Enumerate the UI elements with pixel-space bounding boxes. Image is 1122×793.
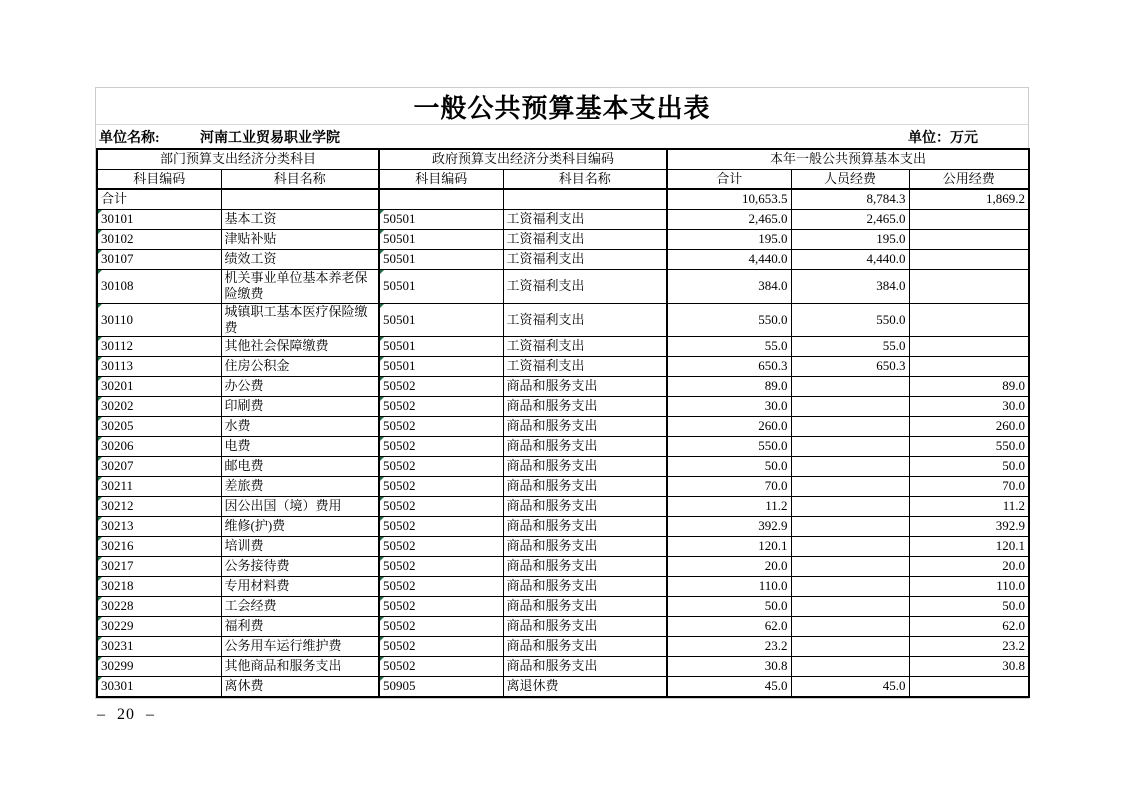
gov-subject-name-cell: 商品和服务支出: [503, 497, 667, 517]
dept-subject-name-cell: 其他商品和服务支出: [221, 657, 379, 677]
text-format-indicator-triangle-icon: [98, 537, 102, 541]
table-row: [97, 557, 1029, 577]
total-cell: 30.8: [667, 657, 791, 677]
public-expense-cell: 120.1: [909, 537, 1029, 557]
gov-subject-name-cell: 商品和服务支出: [503, 377, 667, 397]
gov-subject-code-cell: 50502: [379, 637, 503, 657]
gov-subject-name-cell: 工资福利支出: [503, 269, 667, 303]
total-cell: 89.0: [667, 377, 791, 397]
gov-subject-name-cell: 商品和服务支出: [503, 437, 667, 457]
dept-subject-name-cell: 培训费: [221, 537, 379, 557]
group-header-row: [97, 149, 1029, 169]
text-format-indicator-triangle-icon: [380, 377, 384, 381]
table-row: [97, 417, 1029, 437]
dept-subject-code-cell: 30216: [97, 537, 221, 557]
gov-subject-code-cell: [379, 189, 503, 209]
text-format-indicator-triangle-icon: [98, 637, 102, 641]
total-cell: 62.0: [667, 617, 791, 637]
dept-subject-code-cell: 30301: [97, 677, 221, 697]
gov-subject-code-cell: 50502: [379, 437, 503, 457]
gov-subject-code-cell: 50502: [379, 617, 503, 637]
total-cell: 550.0: [667, 303, 791, 337]
text-format-indicator-triangle-icon: [380, 477, 384, 481]
budget-sheet: [95, 87, 1029, 699]
total-cell: 550.0: [667, 437, 791, 457]
group-header-current-year: 本年一般公共预算基本支出: [667, 149, 1029, 169]
gov-subject-name-cell: 工资福利支出: [503, 337, 667, 357]
text-format-indicator-triangle-icon: [380, 577, 384, 581]
dept-subject-code-cell: 30211: [97, 477, 221, 497]
public-expense-cell: 550.0: [909, 437, 1029, 457]
personnel-expense-cell: 4,440.0: [791, 249, 909, 269]
col-header-dept-name: 科目名称: [221, 169, 379, 189]
col-header-total: 合计: [667, 169, 791, 189]
text-format-indicator-triangle-icon: [380, 557, 384, 561]
total-cell: 50.0: [667, 457, 791, 477]
public-expense-cell: [909, 269, 1029, 303]
unit-info-row: [96, 125, 1028, 148]
dept-subject-code-cell: 30231: [97, 637, 221, 657]
table-row: [97, 209, 1029, 229]
table-row: [97, 437, 1029, 457]
col-header-gov-name: 科目名称: [503, 169, 667, 189]
dept-subject-name-cell: 福利费: [221, 617, 379, 637]
text-format-indicator-triangle-icon: [380, 230, 384, 234]
text-format-indicator-triangle-icon: [380, 617, 384, 621]
text-format-indicator-triangle-icon: [380, 357, 384, 361]
sub-header-row: [97, 169, 1029, 189]
group-header-department: 部门预算支出经济分类科目: [97, 149, 379, 169]
total-cell: 55.0: [667, 337, 791, 357]
dept-subject-name-cell: 其他社会保障缴费: [221, 337, 379, 357]
gov-subject-name-cell: 商品和服务支出: [503, 557, 667, 577]
dept-subject-code-cell: 30202: [97, 397, 221, 417]
gov-subject-code-cell: 50501: [379, 357, 503, 377]
text-format-indicator-triangle-icon: [98, 557, 102, 561]
public-expense-cell: [909, 229, 1029, 249]
gov-subject-code-cell: 50502: [379, 497, 503, 517]
dept-subject-code-cell: 30205: [97, 417, 221, 437]
unit-name-value: 河南工业贸易职业学院: [200, 130, 340, 146]
text-format-indicator-triangle-icon: [380, 497, 384, 501]
dept-subject-name-cell: 公务用车运行维护费: [221, 637, 379, 657]
dept-subject-name-cell: 离休费: [221, 677, 379, 697]
personnel-expense-cell: [791, 497, 909, 517]
dept-subject-code-cell: 30102: [97, 229, 221, 249]
table-row: [97, 597, 1029, 617]
text-format-indicator-triangle-icon: [380, 304, 384, 308]
public-expense-cell: 20.0: [909, 557, 1029, 577]
gov-subject-code-cell: 50502: [379, 537, 503, 557]
gov-subject-code-cell: 50502: [379, 377, 503, 397]
dept-subject-name-cell: 印刷费: [221, 397, 379, 417]
public-expense-cell: 110.0: [909, 577, 1029, 597]
dept-subject-name-cell: 差旅费: [221, 477, 379, 497]
dept-subject-code-cell: 30110: [97, 303, 221, 337]
public-expense-cell: 30.8: [909, 657, 1029, 677]
dept-subject-code-cell: 30101: [97, 209, 221, 229]
text-format-indicator-triangle-icon: [380, 337, 384, 341]
public-expense-cell: 70.0: [909, 477, 1029, 497]
text-format-indicator-triangle-icon: [380, 677, 384, 681]
total-cell: 70.0: [667, 477, 791, 497]
public-expense-cell: [909, 303, 1029, 337]
public-expense-cell: [909, 337, 1029, 357]
gov-subject-name-cell: 商品和服务支出: [503, 577, 667, 597]
gov-subject-code-cell: 50502: [379, 597, 503, 617]
unit-name-label: 单位名称:: [99, 130, 160, 146]
personnel-expense-cell: [791, 437, 909, 457]
col-header-dept-code: 科目编码: [97, 169, 221, 189]
text-format-indicator-triangle-icon: [380, 210, 384, 214]
text-format-indicator-triangle-icon: [380, 250, 384, 254]
personnel-expense-cell: [791, 537, 909, 557]
gov-subject-name-cell: 商品和服务支出: [503, 417, 667, 437]
table-row: [97, 377, 1029, 397]
gov-subject-name-cell: 商品和服务支出: [503, 457, 667, 477]
gov-subject-name-cell: 工资福利支出: [503, 229, 667, 249]
text-format-indicator-triangle-icon: [98, 377, 102, 381]
text-format-indicator-triangle-icon: [98, 230, 102, 234]
gov-subject-name-cell: 工资福利支出: [503, 249, 667, 269]
personnel-expense-cell: [791, 477, 909, 497]
dept-subject-name-cell: 电费: [221, 437, 379, 457]
dept-subject-code-cell: 30112: [97, 337, 221, 357]
text-format-indicator-triangle-icon: [98, 497, 102, 501]
gov-subject-name-cell: 商品和服务支出: [503, 397, 667, 417]
dept-subject-code-cell: 30108: [97, 269, 221, 303]
personnel-expense-cell: 550.0: [791, 303, 909, 337]
text-format-indicator-triangle-icon: [98, 357, 102, 361]
text-format-indicator-triangle-icon: [98, 270, 102, 274]
total-cell: 10,653.5: [667, 189, 791, 209]
personnel-expense-cell: [791, 377, 909, 397]
gov-subject-code-cell: 50502: [379, 417, 503, 437]
dept-subject-name-cell: 专用材料费: [221, 577, 379, 597]
gov-subject-name-cell: 商品和服务支出: [503, 657, 667, 677]
total-cell: 20.0: [667, 557, 791, 577]
dept-subject-code-cell: 合计: [97, 189, 221, 209]
gov-subject-name-cell: 工资福利支出: [503, 303, 667, 337]
table-row: [97, 477, 1029, 497]
table-body: [97, 189, 1029, 697]
personnel-expense-cell: 8,784.3: [791, 189, 909, 209]
table-row: [97, 357, 1029, 377]
dept-subject-code-cell: 30228: [97, 597, 221, 617]
gov-subject-name-cell: 商品和服务支出: [503, 637, 667, 657]
dept-subject-name-cell: 绩效工资: [221, 249, 379, 269]
text-format-indicator-triangle-icon: [98, 457, 102, 461]
public-expense-cell: [909, 357, 1029, 377]
gov-subject-code-cell: 50502: [379, 577, 503, 597]
dept-subject-code-cell: 30213: [97, 517, 221, 537]
gov-subject-code-cell: 50502: [379, 397, 503, 417]
total-cell: 650.3: [667, 357, 791, 377]
dept-subject-code-cell: 30206: [97, 437, 221, 457]
public-expense-cell: 1,869.2: [909, 189, 1029, 209]
page-number: – 20 –: [97, 706, 155, 723]
personnel-expense-cell: [791, 657, 909, 677]
table-row: [97, 637, 1029, 657]
public-expense-cell: [909, 677, 1029, 697]
table-row: [97, 517, 1029, 537]
text-format-indicator-triangle-icon: [98, 437, 102, 441]
text-format-indicator-triangle-icon: [380, 270, 384, 274]
total-cell: 30.0: [667, 397, 791, 417]
total-cell: 260.0: [667, 417, 791, 437]
table-row: [97, 337, 1029, 357]
gov-subject-code-cell: 50501: [379, 209, 503, 229]
text-format-indicator-triangle-icon: [380, 597, 384, 601]
text-format-indicator-triangle-icon: [98, 617, 102, 621]
text-format-indicator-triangle-icon: [98, 577, 102, 581]
table-row: [97, 229, 1029, 249]
table-row: [97, 249, 1029, 269]
unit-measure-label: 单位：万元: [908, 130, 978, 146]
personnel-expense-cell: [791, 597, 909, 617]
dept-subject-name-cell: 邮电费: [221, 457, 379, 477]
page-title: 一般公共预算基本支出表: [96, 88, 1028, 125]
text-format-indicator-triangle-icon: [98, 337, 102, 341]
total-cell: 45.0: [667, 677, 791, 697]
dept-subject-name-cell: 工会经费: [221, 597, 379, 617]
dept-subject-code-cell: 30218: [97, 577, 221, 597]
gov-subject-code-cell: 50502: [379, 517, 503, 537]
public-expense-cell: 260.0: [909, 417, 1029, 437]
gov-subject-code-cell: 50502: [379, 477, 503, 497]
table-header: [97, 149, 1029, 189]
dept-subject-name-cell: 津贴补贴: [221, 229, 379, 249]
personnel-expense-cell: 650.3: [791, 357, 909, 377]
gov-subject-name-cell: 商品和服务支出: [503, 477, 667, 497]
dept-subject-name-cell: 机关事业单位基本养老保险缴费: [221, 269, 379, 303]
public-expense-cell: 50.0: [909, 457, 1029, 477]
total-cell: 392.9: [667, 517, 791, 537]
table-row: [97, 657, 1029, 677]
public-expense-cell: 62.0: [909, 617, 1029, 637]
personnel-expense-cell: [791, 557, 909, 577]
total-cell: 23.2: [667, 637, 791, 657]
dept-subject-code-cell: 30207: [97, 457, 221, 477]
personnel-expense-cell: [791, 577, 909, 597]
dept-subject-code-cell: 30201: [97, 377, 221, 397]
personnel-expense-cell: [791, 617, 909, 637]
table-row: [97, 537, 1029, 557]
gov-subject-name-cell: 商品和服务支出: [503, 537, 667, 557]
dept-subject-name-cell: 水费: [221, 417, 379, 437]
public-expense-cell: 11.2: [909, 497, 1029, 517]
gov-subject-name-cell: 工资福利支出: [503, 357, 667, 377]
gov-subject-code-cell: 50501: [379, 303, 503, 337]
gov-subject-code-cell: 50905: [379, 677, 503, 697]
personnel-expense-cell: 384.0: [791, 269, 909, 303]
col-header-public: 公用经费: [909, 169, 1029, 189]
col-header-gov-code: 科目编码: [379, 169, 503, 189]
text-format-indicator-triangle-icon: [380, 657, 384, 661]
gov-subject-name-cell: 离退休费: [503, 677, 667, 697]
text-format-indicator-triangle-icon: [380, 457, 384, 461]
gov-subject-name-cell: 商品和服务支出: [503, 517, 667, 537]
gov-subject-code-cell: 50501: [379, 249, 503, 269]
gov-subject-code-cell: 50501: [379, 269, 503, 303]
dept-subject-name-cell: 基本工资: [221, 209, 379, 229]
dept-subject-name-cell: 城镇职工基本医疗保险缴费: [221, 303, 379, 337]
public-expense-cell: 23.2: [909, 637, 1029, 657]
gov-subject-name-cell: 工资福利支出: [503, 209, 667, 229]
gov-subject-code-cell: 50501: [379, 229, 503, 249]
table-row: [97, 577, 1029, 597]
public-expense-cell: [909, 209, 1029, 229]
text-format-indicator-triangle-icon: [98, 677, 102, 681]
personnel-expense-cell: 195.0: [791, 229, 909, 249]
public-expense-cell: 30.0: [909, 397, 1029, 417]
dept-subject-name-cell: 住房公积金: [221, 357, 379, 377]
public-expense-cell: 50.0: [909, 597, 1029, 617]
dept-subject-code-cell: 30229: [97, 617, 221, 637]
gov-subject-name-cell: 商品和服务支出: [503, 617, 667, 637]
gov-subject-name-cell: [503, 189, 667, 209]
personnel-expense-cell: 45.0: [791, 677, 909, 697]
personnel-expense-cell: 2,465.0: [791, 209, 909, 229]
gov-subject-code-cell: 50502: [379, 557, 503, 577]
dept-subject-name-cell: 公务接待费: [221, 557, 379, 577]
table-row: [97, 303, 1029, 337]
personnel-expense-cell: [791, 457, 909, 477]
table-row: [97, 269, 1029, 303]
dept-subject-code-cell: 30217: [97, 557, 221, 577]
text-format-indicator-triangle-icon: [98, 397, 102, 401]
text-format-indicator-triangle-icon: [380, 537, 384, 541]
dept-subject-code-cell: 30212: [97, 497, 221, 517]
text-format-indicator-triangle-icon: [98, 657, 102, 661]
group-header-government: 政府预算支出经济分类科目编码: [379, 149, 667, 169]
text-format-indicator-triangle-icon: [98, 517, 102, 521]
personnel-expense-cell: [791, 517, 909, 537]
total-cell: 4,440.0: [667, 249, 791, 269]
table-row: [97, 617, 1029, 637]
total-cell: 110.0: [667, 577, 791, 597]
total-cell: 11.2: [667, 497, 791, 517]
dept-subject-code-cell: 30299: [97, 657, 221, 677]
budget-table: [96, 148, 1030, 698]
personnel-expense-cell: 55.0: [791, 337, 909, 357]
total-cell: 50.0: [667, 597, 791, 617]
table-row: [97, 677, 1029, 697]
dept-subject-code-cell: 30113: [97, 357, 221, 377]
text-format-indicator-triangle-icon: [380, 437, 384, 441]
gov-subject-code-cell: 50502: [379, 457, 503, 477]
text-format-indicator-triangle-icon: [98, 304, 102, 308]
col-header-personnel: 人员经费: [791, 169, 909, 189]
personnel-expense-cell: [791, 417, 909, 437]
text-format-indicator-triangle-icon: [98, 250, 102, 254]
text-format-indicator-triangle-icon: [98, 417, 102, 421]
text-format-indicator-triangle-icon: [380, 417, 384, 421]
table-row: [97, 457, 1029, 477]
text-format-indicator-triangle-icon: [98, 210, 102, 214]
total-cell: 120.1: [667, 537, 791, 557]
dept-subject-name-cell: 因公出国（境）费用: [221, 497, 379, 517]
dept-subject-name-cell: 办公费: [221, 377, 379, 397]
text-format-indicator-triangle-icon: [380, 517, 384, 521]
public-expense-cell: [909, 249, 1029, 269]
dept-subject-name-cell: 维修(护)费: [221, 517, 379, 537]
text-format-indicator-triangle-icon: [380, 637, 384, 641]
total-cell: 384.0: [667, 269, 791, 303]
public-expense-cell: 89.0: [909, 377, 1029, 397]
gov-subject-code-cell: 50502: [379, 657, 503, 677]
dept-subject-code-cell: 30107: [97, 249, 221, 269]
table-row: [97, 397, 1029, 417]
dept-subject-name-cell: [221, 189, 379, 209]
text-format-indicator-triangle-icon: [98, 597, 102, 601]
gov-subject-code-cell: 50501: [379, 337, 503, 357]
text-format-indicator-triangle-icon: [380, 397, 384, 401]
table-row: [97, 189, 1029, 209]
table-row: [97, 497, 1029, 517]
gov-subject-name-cell: 商品和服务支出: [503, 597, 667, 617]
personnel-expense-cell: [791, 637, 909, 657]
total-cell: 195.0: [667, 229, 791, 249]
total-cell: 2,465.0: [667, 209, 791, 229]
text-format-indicator-triangle-icon: [98, 477, 102, 481]
personnel-expense-cell: [791, 397, 909, 417]
public-expense-cell: 392.9: [909, 517, 1029, 537]
